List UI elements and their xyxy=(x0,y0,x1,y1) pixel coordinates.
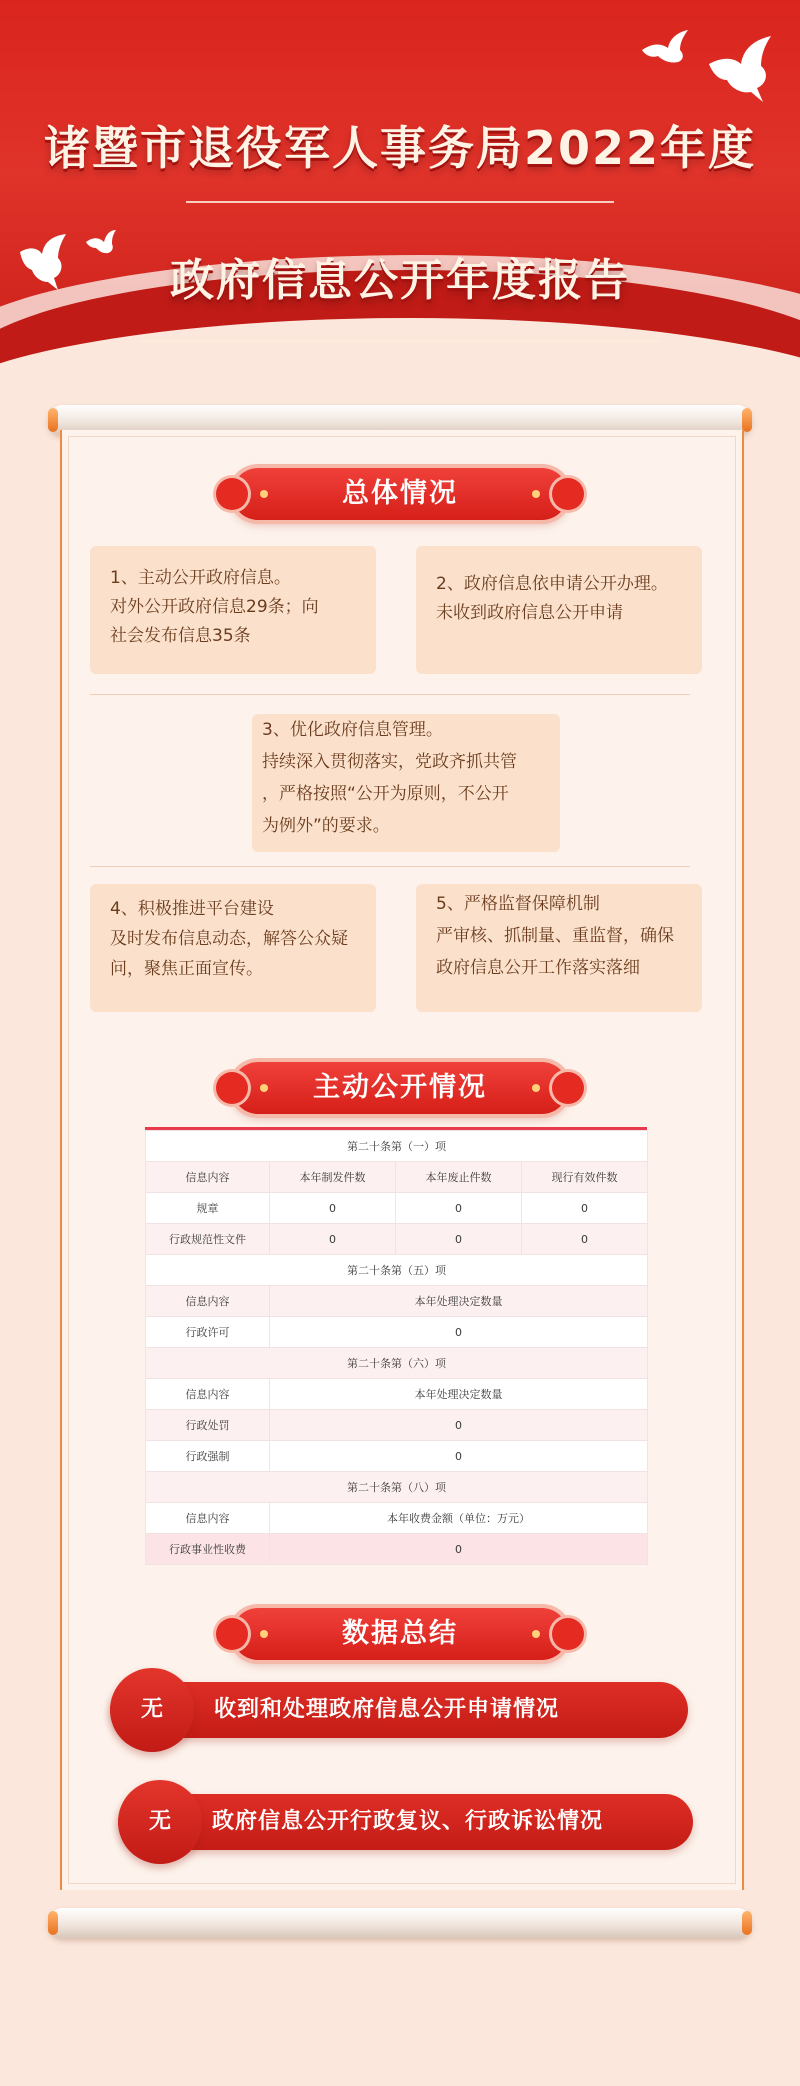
summary-text: 政府信息公开行政复议、行政诉讼情况 xyxy=(212,1809,604,1834)
table-cell: 规章 xyxy=(146,1193,270,1224)
section-title: 主动公开情况 xyxy=(313,1072,487,1103)
table-section-title: 第二十条第（八）项 xyxy=(146,1472,648,1503)
table-cell: 0 xyxy=(270,1410,648,1441)
table-cell: 行政许可 xyxy=(146,1317,270,1348)
card-line: 政府信息公开工作落实落细 xyxy=(436,958,640,978)
info-card xyxy=(416,546,702,674)
card-divider xyxy=(90,866,690,867)
summary-text: 收到和处理政府信息公开申请情况 xyxy=(214,1697,560,1722)
scroll-bottom-roller xyxy=(48,1908,752,1938)
roller-cap xyxy=(48,1911,58,1935)
table-header-cell: 现行有效件数 xyxy=(522,1162,648,1193)
table-row xyxy=(146,1317,648,1348)
table-header-cell: 本年收费金额（单位：万元） xyxy=(270,1503,648,1534)
roller-cap xyxy=(742,408,752,432)
info-card xyxy=(90,884,376,1012)
section-banner-disclosure xyxy=(232,1062,568,1114)
roller-cap xyxy=(48,408,58,432)
summary-badge xyxy=(118,1780,202,1864)
disclosure-table xyxy=(145,1130,648,1565)
section-banner-overview xyxy=(232,468,568,520)
card-divider xyxy=(90,694,690,695)
table-cell: 行政规范性文件 xyxy=(146,1224,270,1255)
summary-badge-text: 无 xyxy=(148,1809,171,1834)
table-header-cell: 信息内容 xyxy=(146,1379,270,1410)
table-header-cell: 信息内容 xyxy=(146,1286,270,1317)
card-heading: 4、积极推进平台建设 xyxy=(110,899,274,919)
table-header-cell: 本年处理决定数量 xyxy=(270,1379,648,1410)
table-cell: 行政事业性收费 xyxy=(146,1534,270,1565)
card-line: 社会发布信息35条 xyxy=(110,626,251,646)
table-cell: 行政强制 xyxy=(146,1441,270,1472)
table-cell: 0 xyxy=(396,1224,522,1255)
summary-badge-text: 无 xyxy=(140,1697,163,1722)
table-section-title: 第二十条第（五）项 xyxy=(146,1255,648,1286)
info-card xyxy=(416,884,702,1012)
table-header-cell: 本年废止件数 xyxy=(396,1162,522,1193)
table-section-row xyxy=(146,1131,648,1162)
card-line: 及时发布信息动态，解答公众疑 xyxy=(110,929,348,949)
table-header-cell: 本年处理决定数量 xyxy=(270,1286,648,1317)
section-title: 数据总结 xyxy=(342,1618,458,1649)
card-line: ，严格按照“公开为原则，不公开 xyxy=(262,784,509,804)
summary-item xyxy=(118,1794,693,1850)
header-banner xyxy=(0,0,800,380)
card-line: 问，聚焦正面宣传。 xyxy=(110,959,263,979)
table-cell: 0 xyxy=(522,1193,648,1224)
table-cell: 0 xyxy=(270,1317,648,1348)
summary-badge xyxy=(110,1668,194,1752)
report-title-line2: 政府信息公开年度报告 xyxy=(170,255,630,306)
card-heading: 1、主动公开政府信息。 xyxy=(110,568,291,588)
table-section-title: 第二十条第（六）项 xyxy=(146,1348,648,1379)
card-line: 严审核、抓制量、重监督，确保 xyxy=(436,926,674,946)
table-header-cell: 信息内容 xyxy=(146,1162,270,1193)
table-section-row xyxy=(146,1472,648,1503)
table-cell: 0 xyxy=(270,1224,396,1255)
table-header-row xyxy=(146,1162,648,1193)
dove-icon xyxy=(640,28,690,68)
table-header-cell: 信息内容 xyxy=(146,1503,270,1534)
table-row xyxy=(146,1224,648,1255)
table-header-row xyxy=(146,1503,648,1534)
table-cell: 行政处罚 xyxy=(146,1410,270,1441)
card-heading: 3、优化政府信息管理。 xyxy=(262,720,443,740)
table-section-row xyxy=(146,1255,648,1286)
table-row xyxy=(146,1441,648,1472)
table-row xyxy=(146,1410,648,1441)
table-cell: 0 xyxy=(270,1534,648,1565)
card-line: 对外公开政府信息29条；向 xyxy=(110,597,319,617)
table-header-cell: 本年制发件数 xyxy=(270,1162,396,1193)
table-cell: 0 xyxy=(270,1193,396,1224)
roller-cap xyxy=(742,1911,752,1935)
card-line: 持续深入贯彻落实，党政齐抓共管 xyxy=(262,752,517,772)
dove-icon xyxy=(705,34,777,104)
section-banner-summary xyxy=(232,1608,568,1660)
card-heading: 5、严格监督保障机制 xyxy=(436,894,600,914)
table-header-row xyxy=(146,1286,648,1317)
table-cell: 0 xyxy=(522,1224,648,1255)
table-header-row xyxy=(146,1379,648,1410)
card-line: 未收到政府信息公开申请 xyxy=(436,603,623,623)
table-row xyxy=(146,1193,648,1224)
section-title: 总体情况 xyxy=(342,478,458,509)
title-divider xyxy=(140,340,660,342)
info-card xyxy=(90,546,376,674)
table-cell: 0 xyxy=(270,1441,648,1472)
table-row xyxy=(146,1534,648,1565)
title-divider xyxy=(186,201,614,203)
table-section-title: 第二十条第（一）项 xyxy=(146,1131,648,1162)
table-cell: 0 xyxy=(396,1193,522,1224)
card-heading: 2、政府信息依申请公开办理。 xyxy=(436,574,668,594)
table-section-row xyxy=(146,1348,648,1379)
summary-item xyxy=(110,1682,688,1738)
info-card xyxy=(252,714,560,852)
card-line: 为例外”的要求。 xyxy=(262,816,390,836)
report-title-line1: 诸暨市退役军人事务局2022年度 xyxy=(43,121,757,175)
